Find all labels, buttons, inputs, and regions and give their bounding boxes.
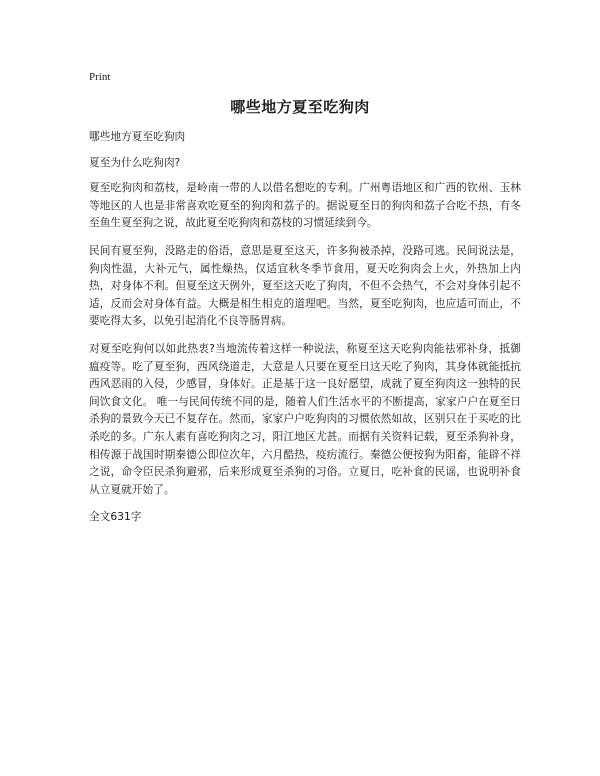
word-count: 全文631字 [89,510,142,524]
print-link[interactable]: Print [89,71,111,83]
article-question: 夏至为什么吃狗肉? [89,155,181,169]
article-body [89,128,521,536]
paragraph-3: 对夏至吃狗何以如此热衷?当地流传着这样一种说法，称夏至这天吃狗肉能祛邪补身，抵御瘟疫等。吃了夏至狗，西风绕道走，大意是人只要在夏至日这天吃了狗肉，其身体就能抵抗西风恶雨的入侵，少感冒，身体好。正是基于这一良好愿望，成就了夏至狗肉这一独特的民间饮食文化。 唯一与民间传统不同的是，随着人们生活水平的不断提高，家家户户在夏至日杀狗的景致今天已不复存在。然而，家家户户吃狗肉的习惯依然如故，区别只在于买吃的比杀吃的多。广东人素有喜吃狗肉之习，阳江地区尤甚。而据有关资料记载，夏至杀狗补身，相传源于战国时期秦德公即位次年，六月酷热，疫疠流行。秦德公便按狗为阳畜，能辟不祥之说，命令臣民杀狗避邪，后来形成夏至杀狗的习俗。立夏日，吃补食的民谣，也说明补食从立夏就开始了。 [89,341,521,496]
paragraph-1: 夏至吃狗肉和荔枝，是岭南一带的人以借名想吃的专利。广州粤语地区和广西的钦州、玉林等地区的人也是非常喜欢吃夏至的狗肉和荔子的。据说夏至日的狗肉和荔子合吃不热，有冬至鱼生夏至狗之说，故此夏至吃狗肉和荔枝的习惯延续到今。 [89,181,521,230]
paragraph-2: 民间有夏至狗，没路走的俗语，意思是夏至这天，许多狗被杀掉，没路可逃。民间说法是，狗肉性温，大补元气，属性燥热，仅适宜秋冬季节食用，夏天吃狗肉会上火，外热加上内热，对身体不利。但夏至这天例外，夏至这天吃了狗肉，不但不会热气，不会对身体引起不适，反而会对身体有益。大概是相生相克的道理吧。当然，夏至吃狗肉，也应适可而止，不要吃得太多，以免引起消化不良等肠胃病。 [89,243,521,328]
page-title: 哪些地方夏至吃狗肉 [230,98,370,116]
article-subtitle: 哪些地方夏至吃狗肉 [89,130,186,143]
